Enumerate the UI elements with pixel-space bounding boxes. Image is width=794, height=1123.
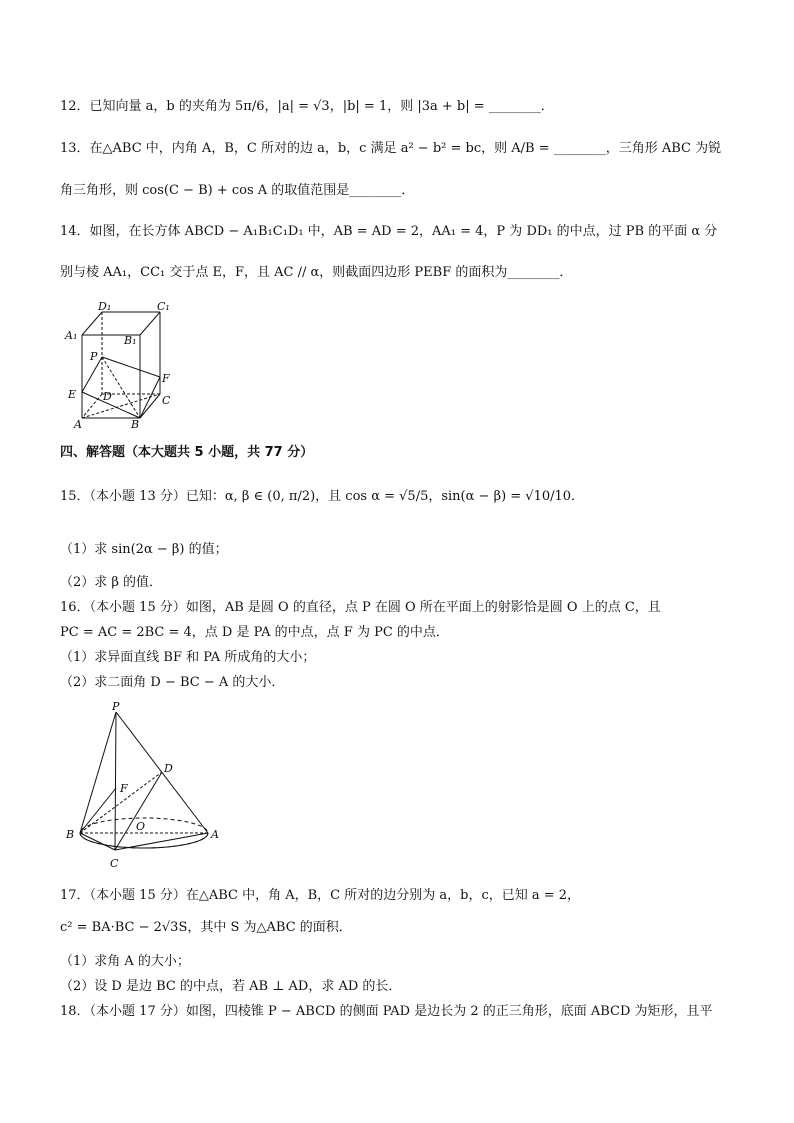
label-P: P — [112, 700, 120, 713]
q17-part2: （2）设 D 是边 BC 的中点，若 AB ⊥ AD，求 AD 的长． — [60, 979, 402, 994]
q15-part1: （1）求 sin(2α − β) 的值； — [60, 542, 228, 557]
label-B1: B₁ — [124, 334, 137, 347]
q13-text-line1: 13．在△ABC 中，内角 A，B，C 所对的边 a，b，c 满足 a² − b² = bc，则 A/B = ________，三角形 ABC 为锐 — [60, 141, 722, 156]
label-F: F — [162, 372, 170, 385]
q16-cone-figure — [60, 700, 230, 875]
label-P: P — [90, 350, 98, 363]
q17-text-line2: c² = BA·BC − 2√3S，其中 S 为△ABC 的面积． — [60, 920, 352, 935]
q18-text: 18．（本小题 17 分）如图，四棱锥 P − ABCD 的侧面 PAD 是边长为 2 的正三角形，底面 ABCD 为矩形，且平 — [60, 1004, 713, 1019]
label-O: O — [136, 820, 146, 833]
q14-text-line1: 14．如图，在长方体 ABCD − A₁B₁C₁D₁ 中，AB = AD = 2，AA₁ = 4，P 为 DD₁ 的中点，过 PB 的平面 α 分 — [60, 224, 718, 239]
q15-part2: （2）求 β 的值． — [60, 575, 163, 590]
section-heading: 四、解答题（本大题共 5 小题，共 77 分） — [60, 445, 314, 460]
label-A1: A₁ — [65, 329, 78, 342]
label-C: C — [162, 394, 171, 407]
label-C1: C₁ — [157, 302, 170, 313]
label-A: A — [74, 418, 82, 431]
label-D: D — [164, 762, 173, 775]
label-A: A — [211, 828, 219, 841]
q12-text: 12．已知向量 a，b 的夹角为 5π/6，|a| = √3，|b| = 1，则 |3a + b| = ________． — [60, 99, 554, 114]
label-D: D — [103, 390, 112, 403]
label-D1: D₁ — [98, 302, 112, 313]
label-B: B — [66, 828, 75, 841]
q16-part1: （1）求异面直线 BF 和 PA 所成角的大小； — [60, 650, 316, 665]
q14-text-line2: 别与棱 AA₁，CC₁ 交于点 E，F，且 AC // α，则截面四边形 PEBF 的面积为________． — [60, 265, 573, 280]
q17-text-line1: 17．（本小题 15 分）在△ABC 中，角 A，B，C 所对的边分别为 a，b，c，已知 a = 2， — [60, 888, 581, 903]
q16-part2: （2）求二面角 D − BC − A 的大小． — [60, 675, 285, 690]
label-E: E — [68, 388, 77, 401]
label-B: B — [131, 418, 140, 431]
q16-text-line1: 16．（本小题 15 分）如图，AB 是圆 O 的直径，点 P 在圆 O 所在平面上的射影恰是圆 O 上的点 C，且 — [60, 600, 661, 615]
q17-part1: （1）求角 A 的大小； — [60, 954, 190, 969]
q13-text-line2: 角三角形，则 cos(C − B) + cos A 的取值范围是________． — [60, 183, 415, 198]
q14-box-figure — [60, 302, 190, 432]
label-F: F — [120, 782, 128, 795]
q16-text-line2: PC = AC = 2BC = 4，点 D 是 PA 的中点，点 F 为 PC 的中点． — [60, 625, 449, 640]
label-C: C — [110, 857, 119, 870]
q15-text: 15．（本小题 13 分）已知：α, β ∈ (0, π/2)，且 cos α = √5/5，sin(α − β) = √10/10． — [60, 489, 585, 504]
